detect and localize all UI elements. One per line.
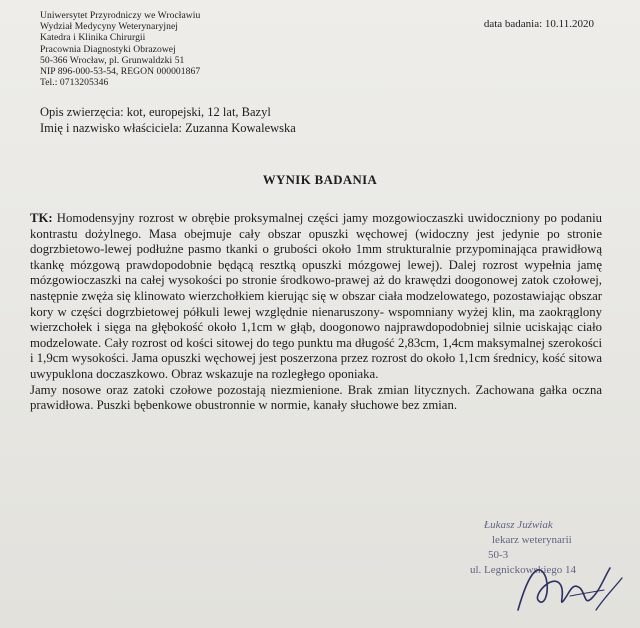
header-line-tax-ids: NIP 896-000-53-54, REGON 000001867 (40, 66, 201, 78)
report-body (30, 211, 602, 414)
report-paragraph-ct (30, 211, 602, 383)
stamp-role: lekarz weterynarii (492, 534, 572, 546)
report-ct-text: Homodensyjny rozrost w obrębie proksymalnej części jamy mozgowioczaszki uwidoczniony po podaniu kontrastu dożylnego. Masa obejmuje cały obszar opuszki węchowej (widoczny jest jedynie po stronie dogrzbietowo-lewej podłużne pasmo tkanki o grubości około 1mm strukturalnie przypominająca prawidłową tkankę mózgową prawdopodobnie będącą resztką opuszki mózgowej lewej). Dalej rozrost wypełnia jamę mózgowioczaszki na całej wysokości po stronie środkowo-prawej aż do krawędzi doogonowej zatok czołowej, następnie zwęża się klinowato wierzchołkiem kierując się w obszar ciała modzelowatego, pozostawiając obszar kory w części dogrzbietowej półkuli lewej względnie nienaruszony- wspomniany wyżej klin, ma zaokrąglony wierzchołek i sięga na głębokość około 1,1cm w głąb, doogonowo najprawdopodobniej silnie uciskając ciało modzelowate. Cały rozrost od kości sitowej do tego punktu ma długość 2,83cm, 1,4cm maksymalnej szerokości i 1,9cm wysokości. Jama opuszki węchowej jest poszerzona przez rozrost do około 1,1cm średnicy, kość sitowa uwypuklona doczaszkowo. Obraz wskazuje na rozległego oponiaka. (30, 211, 602, 381)
report-paragraph-other: Jamy nosowe oraz zatoki czołowe pozostają niezmienione. Brak zmian litycznych. Zachowana gałka oczna prawidłowa. Puszki bębenkowe obustronnie w normie, kanały słuchowe bez zmian. (30, 382, 602, 413)
stamp-street: ul. Legnickowskiego 14 (470, 564, 577, 576)
stamp-name: Łukasz Juźwiak (484, 519, 553, 531)
patient-info (40, 104, 296, 136)
header-line-department: Katedra i Klinika Chirurgii (40, 32, 146, 44)
owner-name: Imię i nazwisko właściciela: Zuzanna Kowalewska (40, 121, 296, 135)
header-line-faculty: Wydział Medycyny Weterynaryjnej (40, 21, 179, 33)
institution-header (40, 10, 200, 88)
document-title: WYNIK BADANIA (262, 173, 378, 187)
header-line-lab: Pracownia Diagnostyki Obrazowej (40, 43, 176, 55)
header-line-university: Uniwersytet Przyrodniczy we Wrocławiu (40, 10, 201, 21)
exam-date: data badania: 10.11.2020 (483, 18, 594, 30)
handwritten-signature (500, 548, 640, 628)
stamp-code: 50-3 (488, 549, 509, 561)
report-lead-label: TK: (30, 211, 53, 225)
header-line-address: 50-366 Wrocław, pl. Grunwaldzki 51 (40, 54, 185, 66)
signature-stamp-area (470, 518, 640, 628)
header-line-phone: Tel.: 0713205346 (40, 77, 109, 89)
animal-description: Opis zwierzęcia: kot, europejski, 12 lat, Bazyl (40, 105, 271, 119)
